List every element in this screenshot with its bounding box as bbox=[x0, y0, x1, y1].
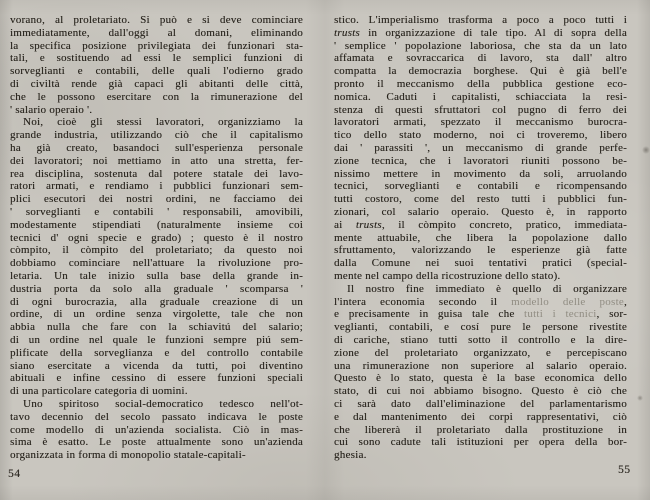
text-line: nomica. Caduti i capitalisti, schiacciata la resi- bbox=[334, 90, 627, 103]
text-line: zione tecnica, che i lavoratori riuniti possono be- bbox=[334, 154, 627, 167]
text-line: sima è esatto. Le poste attualmente sono un'azienda bbox=[10, 436, 303, 449]
text-line: plificate della sorveglianza e del controllo contabile bbox=[10, 346, 303, 359]
text-line: che le possono esercitare con la rimunerazione del bbox=[10, 90, 303, 103]
text-line: cui sono cadute tali istituzioni per opera della bor- bbox=[334, 436, 627, 449]
text-line: ratori armati, e rendiamo i pubblici funzionari sem- bbox=[10, 180, 303, 193]
text-line: ghesia. bbox=[334, 449, 367, 462]
text-line: una rimunerazione non superiore al salario operaio. bbox=[334, 359, 627, 372]
text-line: organizzata in forma di monopolio statale-capitali- bbox=[10, 449, 246, 462]
text-line: affamata e sovraccarica di lavoro, sta dall' altro bbox=[334, 52, 627, 65]
text-line: compatta la democrazia borghese. Qui è già bell'e bbox=[334, 65, 627, 78]
text-line: rea disciplina, sostenuta dal potere statale dei lavo- bbox=[10, 167, 303, 180]
text-line: Uno spiritoso social-democratico tedesco nell'ot- bbox=[23, 397, 303, 410]
text-line: l'intera economia secondo il modello delle poste, bbox=[334, 295, 628, 308]
text-line: dai ' parassiti ', un meccanismo di grande perfe- bbox=[334, 141, 627, 154]
text-line: veglianti, contabili, e cosí pure le persone rivestite bbox=[334, 321, 627, 334]
text-line: dei lavoratori; noi mettiamo in atto una stretta, fer- bbox=[10, 154, 303, 167]
text-line: abituali e infine cessino di essere funzioni speciali bbox=[10, 372, 303, 385]
text-line: la specifica posizione privilegiata dei funzionari sta- bbox=[10, 39, 303, 52]
text-line: che libererà il proletariato dalla prostituzione in bbox=[334, 423, 627, 436]
text-line: sfruttamento, valorizzando le esperienze già fatte bbox=[334, 244, 627, 257]
text-line: Il nostro fine immediato è quello di organizzare bbox=[347, 282, 627, 295]
text-line: ' semplice ' popolazione laboriosa, che sta da un lato bbox=[334, 39, 627, 52]
text-line: mente nel campo della ricostruzione dello stato). bbox=[334, 269, 561, 282]
text-line: grande industria, utilizzando ciò che il capitalismo bbox=[10, 129, 303, 142]
text-line: modestamente stipendiati (naturalmente insieme coi bbox=[10, 218, 303, 231]
text-line: immediatamente, dall'oggi al domani, eliminando bbox=[10, 26, 303, 39]
text-line: letaria. Un tale inizio sulla base della grande in- bbox=[10, 269, 303, 282]
text-line: e precisamente in guisa tale che tutti i tecnici, sor- bbox=[334, 308, 627, 321]
text-line: stico. L'imperialismo trasforma a poco a poco tutti i bbox=[334, 14, 627, 26]
text-line: nissimo mettere in movimento da soli, arruolando bbox=[334, 167, 627, 180]
text-line: vorano, al proletariato. Si può e si deve cominciare bbox=[10, 14, 303, 26]
text-line: tali, e sostituendo ad essi le semplici funzioni di bbox=[10, 52, 303, 65]
text-line: e dal mantenimento dei corpi rappresentativi, ciò bbox=[334, 410, 627, 423]
paragraph bbox=[334, 14, 627, 283]
text-line: dobbiamo cominciare nell'attuare la rivoluzione pro- bbox=[10, 257, 303, 270]
text-line: come modello di un'azienda socialista. Ciò in mas- bbox=[10, 423, 303, 436]
text-line: stato, di cui noi abbiamo bisogno. Questo è ciò che bbox=[334, 385, 627, 398]
text-line: ha già creato, basandoci sull'esperienza personale bbox=[10, 141, 303, 154]
text-line: di una particolare categoria di uomini. bbox=[10, 385, 188, 398]
paragraph bbox=[334, 283, 627, 462]
paragraph bbox=[10, 14, 303, 116]
page-number-left: 54 bbox=[8, 468, 21, 480]
text-line: lavoratori armati, spezzato il meccanismo burocra- bbox=[334, 116, 627, 129]
text-line: Noi, cioè gli stessi lavoratori, organizziamo la bbox=[23, 116, 303, 129]
text-line: zione del proletariato organizzato, e percepiscano bbox=[334, 346, 627, 359]
text-line: siano esercitate a vicenda da tutti, poi diventino bbox=[10, 359, 303, 372]
text-line: di cariche, stiano tutti sotto il controllo e la dire- bbox=[334, 333, 627, 346]
text-line: ai trusts, il còmpito concreto, pratico, immediata- bbox=[334, 218, 627, 231]
text-line: di un ordine nel quale le funzioni sempre piú sem- bbox=[10, 333, 303, 346]
text-line: Questo è lo stato, questa è la base economica dello bbox=[334, 372, 627, 385]
text-line: pronto il meccanismo della pubblica gestione eco- bbox=[334, 77, 627, 90]
text-line: di ogni burocrazia, alla graduale creazione di un bbox=[10, 295, 303, 308]
page-right-text bbox=[334, 14, 627, 462]
text-line: tavo decennio del secolo passato indicava le poste bbox=[10, 410, 303, 423]
text-line: dustria porta da solo alla graduale ' scomparsa ' bbox=[10, 282, 303, 295]
paragraph bbox=[10, 116, 303, 398]
text-line: tecnici d' ogni specie e grado) ; questo è il nostro bbox=[10, 231, 303, 244]
text-line: ordine, di un ordine senza virgolette, tale che non bbox=[10, 308, 303, 321]
text-line: zionari, col salario operaio. Questo è, in rapporto bbox=[334, 205, 627, 218]
text-line: dalla Comune nei suoi tentativi pratici (special- bbox=[334, 257, 627, 270]
text-line: abbia nulla che fare con la schiavitú del salario; bbox=[10, 321, 303, 334]
page-left-text bbox=[10, 14, 303, 462]
text-line: tecnici, sorveglianti e contabili e ricompensando bbox=[334, 180, 627, 193]
text-line: tutti costoro, come del resto tutti i pubblici fun- bbox=[334, 193, 627, 206]
text-line: mente attuabile, che libera la popolazione dallo bbox=[334, 231, 627, 244]
text-line: trusts in organizzazione di tale tipo. Al di sopra della bbox=[334, 26, 627, 39]
page-number-right: 55 bbox=[618, 464, 631, 476]
text-line: di civiltà rende già capaci gli abitanti delle città, bbox=[10, 77, 303, 90]
text-line: stenza di questi sfruttatori col pugno di ferro dei bbox=[334, 103, 627, 116]
text-line: plici esecutori dei nostri ordini, ne facciamo dei bbox=[10, 193, 303, 206]
text-line: ' salario operaio '. bbox=[10, 103, 93, 116]
text-line: ci sarà dato dall'eliminazione del parlamentarismo bbox=[334, 397, 627, 410]
text-line: ' sorveglianti e contabili ' responsabili, amovibili, bbox=[10, 205, 303, 218]
paragraph bbox=[10, 398, 303, 462]
text-line: tico dello stato moderno, noi ci troveremo, libero bbox=[334, 129, 627, 142]
text-line: còmpito, il còmpito del proletariato; da questo noi bbox=[10, 244, 303, 257]
text-line: sorveglianti e contabili, delle quali l'odierno grado bbox=[10, 65, 303, 78]
